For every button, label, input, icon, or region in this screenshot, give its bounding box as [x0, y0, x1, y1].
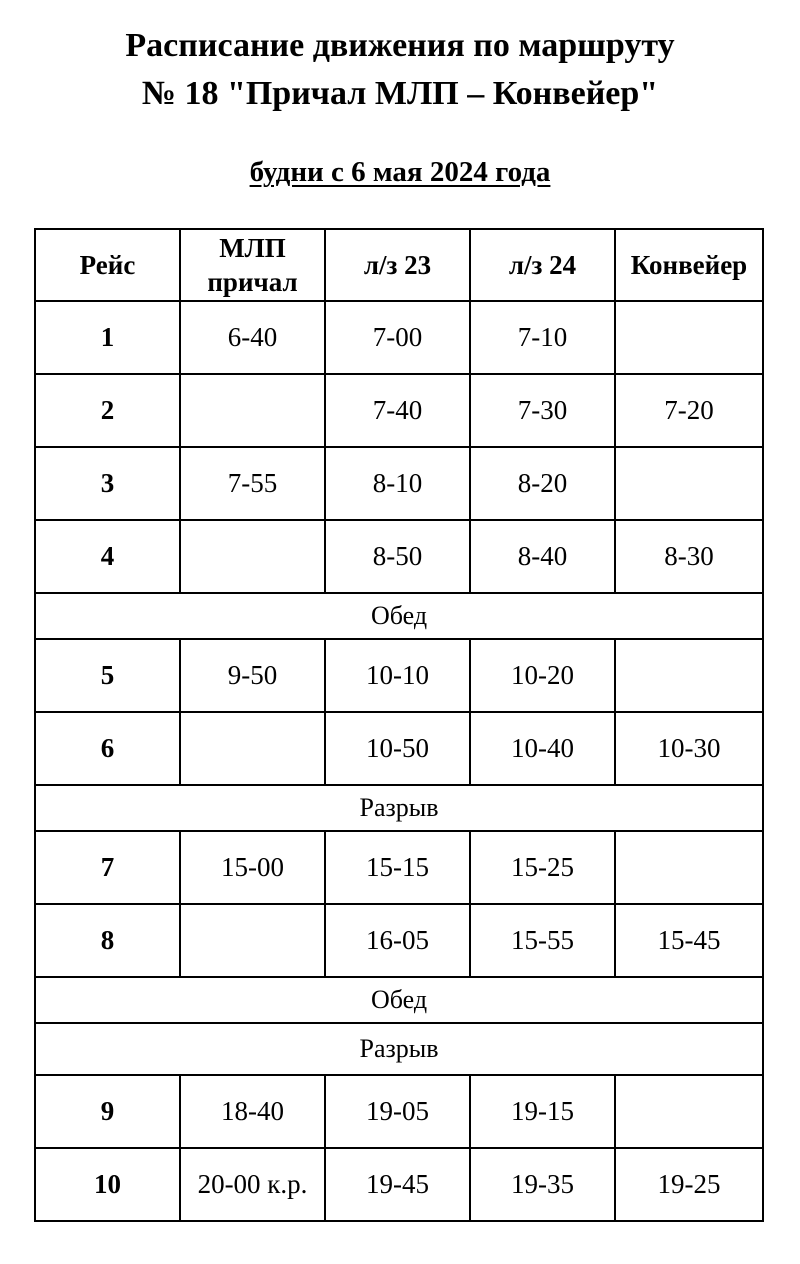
break-label: Разрыв	[35, 1023, 763, 1075]
conveyor-time-cell: 19-25	[615, 1148, 763, 1221]
trip-number-cell: 6	[35, 712, 180, 785]
break-row	[35, 785, 763, 831]
lz23-time-cell: 8-50	[325, 520, 470, 593]
conveyor-time-cell	[615, 447, 763, 520]
table-header-row	[35, 229, 763, 301]
conveyor-time-cell: 8-30	[615, 520, 763, 593]
trip-number-cell: 9	[35, 1075, 180, 1148]
trip-number-cell: 7	[35, 831, 180, 904]
header-conveyor: Конвейер	[615, 229, 763, 301]
lz24-time-cell: 15-55	[470, 904, 615, 977]
trip-number-cell: 2	[35, 374, 180, 447]
lz24-time-cell: 7-30	[470, 374, 615, 447]
mlp-pier-time-cell: 9-50	[180, 639, 325, 712]
header-mlp-line-1: МЛП	[219, 233, 286, 263]
table-row	[35, 831, 763, 904]
lz24-time-cell: 10-20	[470, 639, 615, 712]
lz24-time-cell: 15-25	[470, 831, 615, 904]
table-row	[35, 1148, 763, 1221]
header-lz24: л/з 24	[470, 229, 615, 301]
break-label: Обед	[35, 593, 763, 639]
header-trip: Рейс	[35, 229, 180, 301]
schedule-table	[34, 228, 764, 1222]
break-label: Обед	[35, 977, 763, 1023]
table-row	[35, 639, 763, 712]
table-row	[35, 1075, 763, 1148]
mlp-pier-time-cell: 6-40	[180, 301, 325, 374]
trip-number-cell: 4	[35, 520, 180, 593]
conveyor-time-cell	[615, 639, 763, 712]
break-row	[35, 593, 763, 639]
lz23-time-cell: 7-00	[325, 301, 470, 374]
break-label: Разрыв	[35, 785, 763, 831]
trip-number-cell: 5	[35, 639, 180, 712]
title-line-1: Расписание движения по маршруту	[125, 27, 675, 64]
mlp-pier-time-cell: 15-00	[180, 831, 325, 904]
lz23-time-cell: 19-45	[325, 1148, 470, 1221]
trip-number-cell: 1	[35, 301, 180, 374]
mlp-pier-time-cell: 7-55	[180, 447, 325, 520]
header-mlp	[180, 229, 325, 301]
mlp-pier-time-cell	[180, 520, 325, 593]
schedule-period-text: будни с 6 мая 2024 года	[249, 156, 551, 188]
lz23-time-cell: 16-05	[325, 904, 470, 977]
table-row	[35, 904, 763, 977]
lz23-time-cell: 10-50	[325, 712, 470, 785]
lz23-time-cell: 7-40	[325, 374, 470, 447]
lz23-time-cell: 10-10	[325, 639, 470, 712]
lz24-time-cell: 19-15	[470, 1075, 615, 1148]
schedule-body	[35, 301, 763, 1221]
lz24-time-cell: 7-10	[470, 301, 615, 374]
trip-number-cell: 10	[35, 1148, 180, 1221]
mlp-pier-time-cell	[180, 904, 325, 977]
conveyor-time-cell	[615, 301, 763, 374]
conveyor-time-cell: 7-20	[615, 374, 763, 447]
schedule-period	[0, 152, 800, 192]
lz24-time-cell: 19-35	[470, 1148, 615, 1221]
lz24-time-cell: 8-40	[470, 520, 615, 593]
table-row	[35, 447, 763, 520]
mlp-pier-time-cell: 20-00 к.р.	[180, 1148, 325, 1221]
trip-number-cell: 3	[35, 447, 180, 520]
lz24-time-cell: 10-40	[470, 712, 615, 785]
conveyor-time-cell	[615, 1075, 763, 1148]
mlp-pier-time-cell	[180, 712, 325, 785]
mlp-pier-time-cell: 18-40	[180, 1075, 325, 1148]
page-title	[0, 22, 800, 118]
conveyor-time-cell	[615, 831, 763, 904]
break-row	[35, 977, 763, 1023]
table-row	[35, 301, 763, 374]
lz23-time-cell: 15-15	[325, 831, 470, 904]
lz23-time-cell: 8-10	[325, 447, 470, 520]
table-row	[35, 374, 763, 447]
lz23-time-cell: 19-05	[325, 1075, 470, 1148]
conveyor-time-cell: 10-30	[615, 712, 763, 785]
table-row	[35, 712, 763, 785]
break-row	[35, 1023, 763, 1075]
mlp-pier-time-cell	[180, 374, 325, 447]
lz24-time-cell: 8-20	[470, 447, 615, 520]
title-line-2: № 18 "Причал МЛП – Конвейер"	[141, 75, 659, 112]
trip-number-cell: 8	[35, 904, 180, 977]
header-mlp-line-2: причал	[207, 267, 298, 297]
table-row	[35, 520, 763, 593]
header-lz23: л/з 23	[325, 229, 470, 301]
conveyor-time-cell: 15-45	[615, 904, 763, 977]
